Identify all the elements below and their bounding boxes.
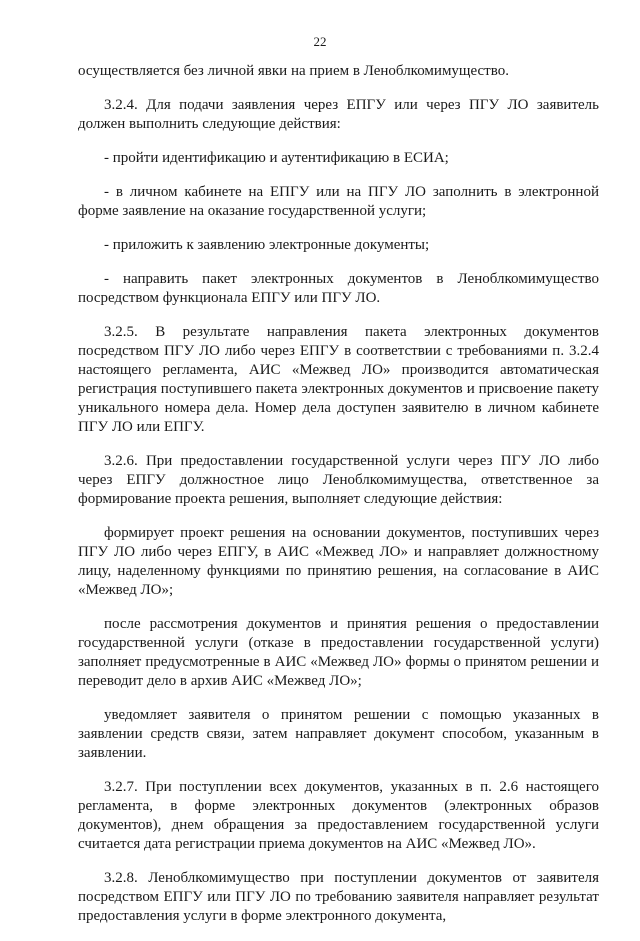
document-body: [78, 62, 599, 941]
paragraph-3-2-8: 3.2.8. Леноблкомимущество при поступлении документов от заявителя посредством ЕПГУ или ПГУ ЛО по требованию заявителя направляет результат предоставления услуги в форме электронного документа,: [78, 870, 599, 924]
action-notify-applicant: уведомляет заявителя о принятом решении с помощью указанных в заявлении средств связи, затем направляет документ способом, указанным в заявлении.: [78, 707, 599, 761]
action-fill-decision-forms: после рассмотрения документов и принятия решения о предоставлении государственной услуги (отказе в предоставлении государственной услуги) заполняет предусмотренные в АИС «Межвед ЛО» формы о принятом решении и переводит дело в архив АИС «Межвед ЛО»;: [78, 616, 599, 689]
action-form-draft-decision: формирует проект решения на основании документов, поступивших через ПГУ ЛО либо через ЕПГУ, в АИС «Межвед ЛО» и направляет должностному лицу, наделенному функциями по принятию решения, на согласование в АИС «Межвед ЛО»;: [78, 525, 599, 598]
list-item-fill-application: - в личном кабинете на ЕПГУ или на ПГУ ЛО заполнить в электронной форме заявление на оказание государственной услуги;: [78, 184, 599, 219]
paragraph-3-2-4: 3.2.4. Для подачи заявления через ЕПГУ или через ПГУ ЛО заявитель должен выполнить следующие действия:: [78, 97, 599, 132]
list-item-send-package: - направить пакет электронных документов в Леноблкомимущество посредством функционала ЕПГУ или ПГУ ЛО.: [78, 271, 599, 306]
paragraph-3-2-7: 3.2.7. При поступлении всех документов, указанных в п. 2.6 настоящего регламента, в форме электронных документов (электронных образов документов), днем обращения за предоставлением государственной услуги считается дата регистрации приема документов на АИС «Межвед ЛО».: [78, 779, 599, 852]
list-item-identification: - пройти идентификацию и аутентификацию в ЕСИА;: [104, 150, 449, 166]
paragraph-continuation: осуществляется без личной явки на прием в Леноблкомимущество.: [78, 63, 509, 79]
page-number: 22: [313, 34, 327, 49]
paragraph-3-2-5: 3.2.5. В результате направления пакета электронных документов посредством ПГУ ЛО либо через ЕПГУ в соответствии с требованиями п. 3.2.4 настоящего регламента, АИС «Межвед ЛО» производится автоматическая регистрация поступившего пакета электронных документов и присвоение пакету уникального номера дела. Номер дела доступен заявителю в личном кабинете ПГУ ЛО или ЕПГУ.: [78, 324, 599, 435]
list-item-attach-documents: - приложить к заявлению электронные документы;: [104, 237, 430, 253]
paragraph-3-2-6: 3.2.6. При предоставлении государственной услуги через ПГУ ЛО либо через ЕПГУ должностное лицо Леноблкомимущества, ответственное за формирование проекта решения, выполняет следующие действия:: [78, 453, 599, 507]
